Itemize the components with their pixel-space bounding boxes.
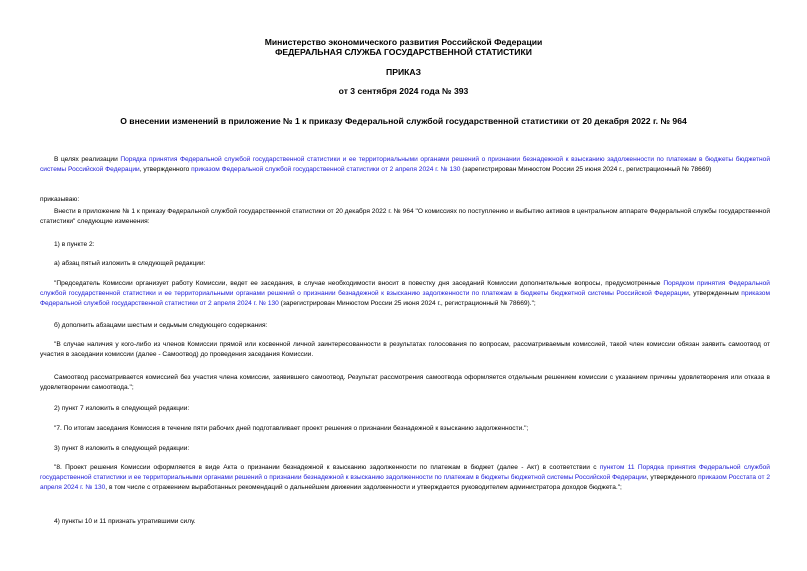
document-type: ПРИКАЗ <box>386 67 421 77</box>
document-title: О внесении изменений в приложение № 1 к приказу Федеральной службой государственной статистики от 20 декабря 2022 г. № 964 <box>120 116 687 126</box>
rosstat-order-link[interactable]: приказом Росстата от 2 апреля 2024 г. № 130 <box>40 474 770 491</box>
item-1b: б) дополнить абзацами шестым и седьмым следующего содержания: <box>54 322 268 329</box>
order-130-link[interactable]: приказом Федеральной службой государственной статистики от 2 апреля 2024 г. № 130 <box>40 290 770 307</box>
item-2: 2) пункт 7 изложить в следующей редакции: <box>54 405 190 412</box>
item-text: , утвержденным <box>688 290 742 297</box>
amendment-intro: Внести в приложение № 1 к приказу Федеральной службой государственной статистики от 20 декабря 2022 г. № 964 "О комиссиях по поступлению и выбытию активов в центральном аппарате Федеральной службы государственной статистики" следующие изменения: <box>40 208 770 225</box>
item-3: 3) пункт 8 изложить в следующей редакции: <box>54 445 190 452</box>
item-3-text <box>40 463 770 493</box>
clause-11-link[interactable]: пунктом 11 Порядка принятия Федеральной службой государственной статистики и ее территориальными органами решений о признании безнадежной к взысканию задолженности по платежам в бюджеты бюджетной системы Российской Федерации <box>40 464 770 481</box>
item-1b-text-2: Самоотвод рассматривается комиссией без участия члена комиссии, заявившего самоотвод. Результат рассмотрения самоотвода оформляется отдельным решением комиссии с указанием причины удовлетворения или отказа в удовлетворении самоотвода."; <box>40 374 770 391</box>
item-text: , в том числе с отражением выработанных рекомендаций о дальнейшем движении задолженности и утверждается руководителем администратора доходов бюджета."; <box>105 484 622 491</box>
preamble-text: (зарегистрирован Минюстом России 25 июня 2024 г., регистрационный № 78669) <box>460 166 712 173</box>
order-130-link[interactable]: приказом Федеральной службой государственной статистики от 2 апреля 2024 г. № 130 <box>191 166 461 173</box>
item-1b-text-1: "В случае наличия у кого-либо из членов Комиссии прямой или косвенной личной заинтересованности в результатах голосования по вопросам, рассматриваемым комиссией, такой член комиссии обязан заявить самоотвод от участия в заседании комиссии (далее - Самоотвод) до проведения заседания Комиссии. <box>40 341 770 358</box>
item-text: , утвержденного <box>646 474 699 481</box>
agency-name: ФЕДЕРАЛЬНАЯ СЛУЖБА ГОСУДАРСТВЕННОЙ СТАТИСТИКИ <box>275 47 532 57</box>
item-1a-text <box>40 279 770 309</box>
procedure-link[interactable]: Порядком принятия Федеральной службой государственной статистики и ее территориальными органами решений о признании безнадежной к взысканию задолженности по платежам в бюджеты бюджетной системы Российской Федерации <box>40 280 770 297</box>
item-text: "Председатель Комиссии организует работу Комиссии, ведет ее заседания, в случае необходимости вносит в повестку дня заседаний Комиссии дополнительные вопросы, предусмотренные <box>54 280 664 287</box>
preamble-text: , утвержденного <box>139 166 192 173</box>
preamble-text: В целях реализации <box>54 156 121 163</box>
preamble-paragraph <box>40 155 770 175</box>
item-1: 1) в пункте 2: <box>54 241 95 248</box>
item-text: "8. Проект решения Комиссии оформляется в виде Акта о признании безнадежной к взысканию задолженности по платежам в бюджет (далее - Акт) в соответствии с <box>54 464 600 471</box>
orders-label: приказываю: <box>40 196 80 203</box>
item-1a: а) абзац пятый изложить в следующей редакции: <box>54 260 206 267</box>
item-2-text: "7. По итогам заседания Комиссия в течение пяти рабочих дней подготавливает проект решения о признании безнадежной к взысканию задолженности."; <box>54 425 529 432</box>
item-text: (зарегистрирован Минюстом России 25 июня 2024 г., регистрационный № 78669)."; <box>278 300 536 307</box>
document-date-number: от 3 сентября 2024 года № 393 <box>338 86 469 96</box>
procedure-link[interactable]: Порядка принятия Федеральной службой государственной статистики и ее территориальными органами решений о признании безнадежной к взысканию задолженности по платежам в бюджеты бюджетной системы Российской Федерации <box>40 156 771 173</box>
item-4: 4) пункты 10 и 11 признать утратившими силу. <box>54 518 196 525</box>
ministry-name: Министерство экономического развития Российской Федерации <box>264 37 543 47</box>
